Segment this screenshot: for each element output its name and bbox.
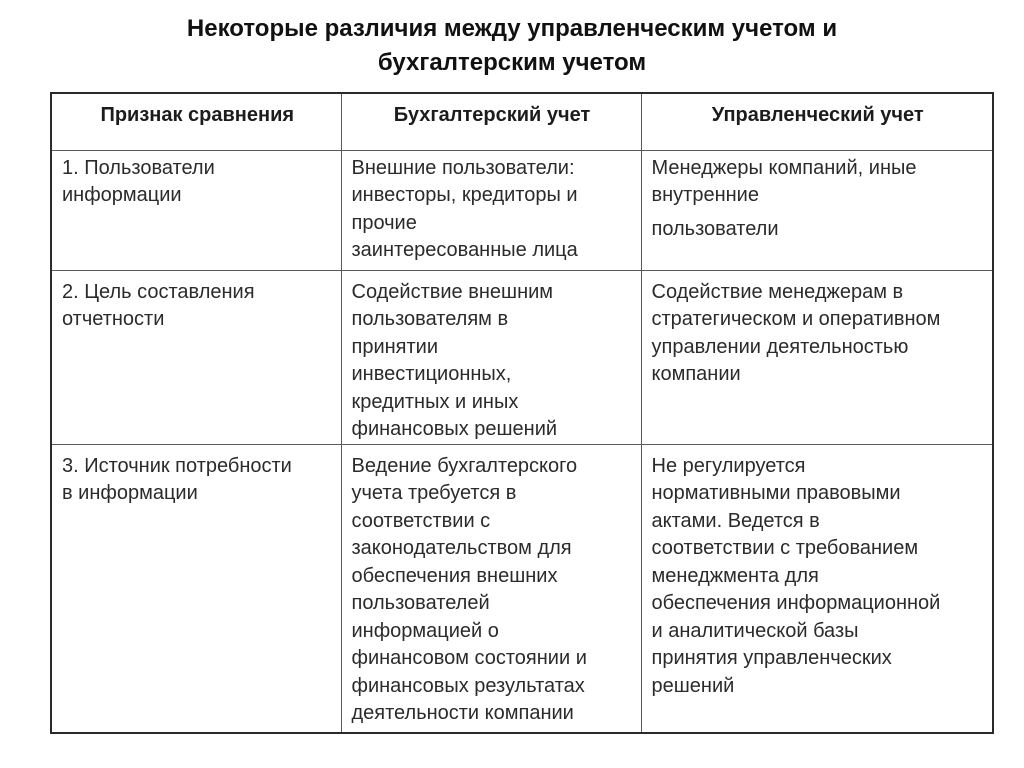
table-row	[51, 444, 993, 733]
cell-management	[641, 270, 993, 444]
cell-line: Не регулируется	[651, 454, 806, 477]
cell-line: и аналитической базы	[651, 619, 859, 642]
cell-line: финансовых результатах	[351, 674, 585, 697]
cell-line: принятии	[351, 335, 439, 358]
cell-line: учета требуется в	[351, 482, 517, 504]
header-management: Управленческий учет	[641, 93, 993, 150]
cell-line: в информации	[62, 482, 198, 504]
cell-line: инвестиционных,	[351, 363, 512, 385]
table-header-row	[51, 93, 993, 150]
cell-line: 1. Пользователи	[62, 156, 215, 179]
cell-criterion	[51, 270, 341, 444]
cell-line: пользователей	[351, 592, 490, 614]
cell-line: обеспечения информационной	[651, 592, 941, 614]
cell-line: менеджмента для	[651, 564, 819, 587]
cell-line: пользователям в	[351, 308, 509, 330]
cell-line: принятия управленческих	[651, 647, 892, 669]
slide-title-line-2: бухгалтерским учетом	[377, 49, 647, 76]
cell-line: кредитных и иных	[351, 390, 519, 413]
cell-line: внутренние	[651, 184, 759, 206]
cell-accounting	[341, 150, 641, 270]
cell-line: Менеджеры компаний, иные	[651, 156, 917, 179]
cell-line: финансовых решений	[351, 418, 558, 440]
cell-line: Содействие менеджерам в	[651, 280, 904, 303]
cell-line: деятельности компании	[351, 702, 574, 724]
cell-line: решений	[651, 674, 735, 697]
cell-line: управлении деятельностью	[651, 335, 909, 358]
cell-line: соответствии с	[351, 509, 491, 532]
cell-criterion	[51, 150, 341, 270]
cell-line: компании	[651, 363, 741, 385]
cell-criterion	[51, 444, 341, 733]
cell-line: заинтересованные лица	[351, 239, 578, 261]
cell-accounting	[341, 270, 641, 444]
cell-line: 3. Источник потребности	[62, 454, 292, 477]
slide-title	[0, 12, 1024, 80]
header-accounting: Бухгалтерский учет	[341, 93, 641, 150]
cell-line: информацией о	[351, 619, 499, 642]
cell-line: прочие	[351, 211, 417, 234]
cell-line: обеспечения внешних	[351, 564, 558, 587]
cell-management	[641, 444, 993, 733]
cell-management	[641, 150, 993, 270]
cell-line: инвесторы, кредиторы и	[351, 184, 578, 206]
cell-line: соответствии с требованием	[651, 537, 919, 559]
cell-line: Внешние пользователи:	[351, 156, 575, 179]
cell-line: отчетности	[62, 308, 165, 330]
header-criterion: Признак сравнения	[51, 93, 341, 150]
cell-accounting	[341, 444, 641, 733]
cell-line: информации	[62, 184, 182, 206]
cell-line: стратегическом и оперативном	[651, 308, 941, 330]
cell-line: 2. Цель составления	[62, 280, 255, 303]
slide-title-line-1: Некоторые различия между управленческим учетом и	[186, 15, 838, 42]
cell-line: финансовом состоянии и	[351, 647, 587, 669]
cell-line: актами. Ведется в	[651, 509, 820, 532]
cell-line: нормативными правовыми	[651, 482, 901, 504]
cell-line: Содействие внешним	[351, 280, 554, 303]
cell-line: Ведение бухгалтерского	[351, 454, 578, 477]
table-row	[51, 150, 993, 270]
cell-line: законодательством для	[351, 537, 572, 559]
comparison-table	[50, 92, 994, 734]
table-row	[51, 270, 993, 444]
cell-line: пользователи	[651, 217, 779, 240]
